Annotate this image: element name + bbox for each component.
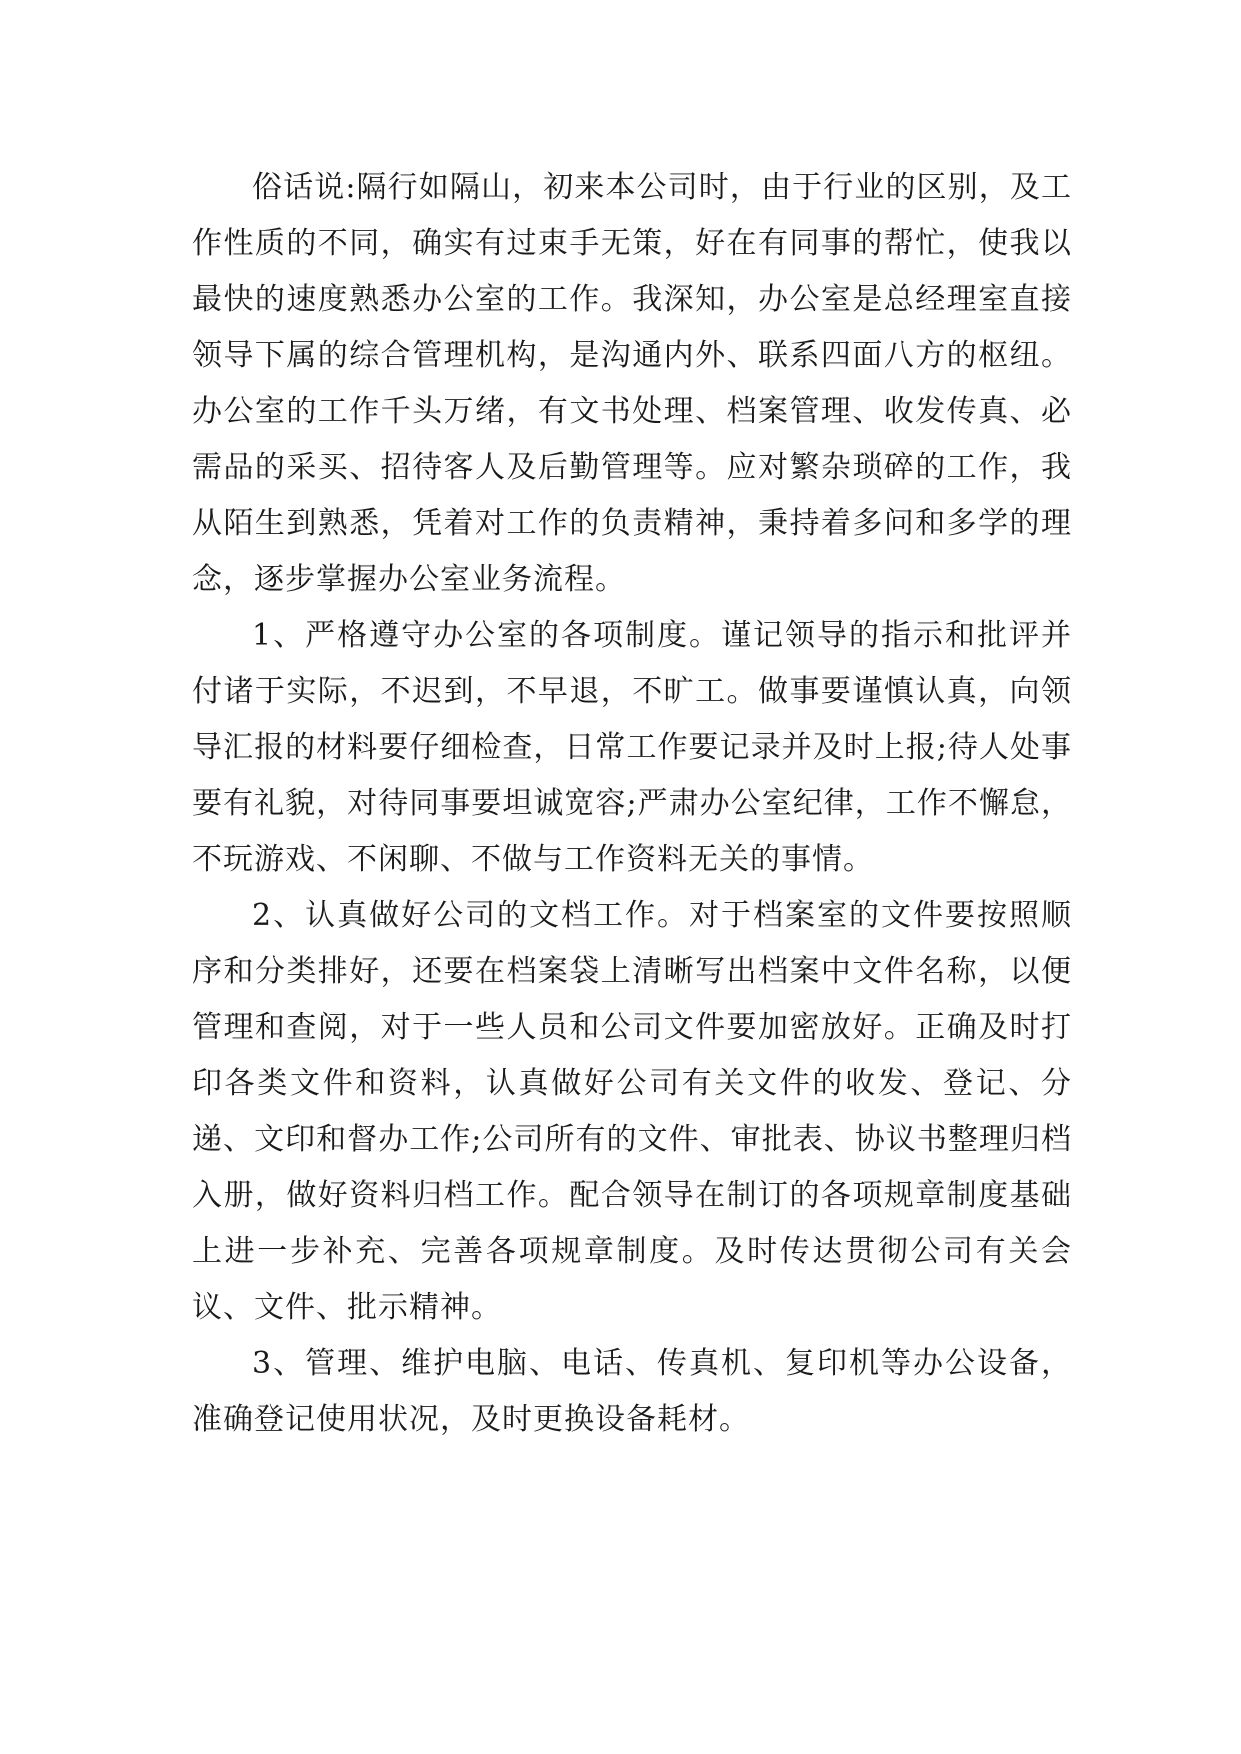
document-body [192, 160, 1072, 1448]
paragraph-item-1: 1、严格遵守办公室的各项制度。谨记领导的指示和批评并付诸于实际，不迟到，不早退，不旷工。做事要谨慎认真，向领导汇报的材料要仔细检查，日常工作要记录并及时上报;待人处事要有礼貌，对待同事要坦诚宽容;严肃办公室纪律，工作不懈怠，不玩游戏、不闲聊、不做与工作资料无关的事情。 [192, 618, 1072, 877]
paragraph-item-3: 3、管理、维护电脑、电话、传真机、复印机等办公设备，准确登记使用状况，及时更换设备耗材。 [192, 1346, 1072, 1437]
paragraph-item-2: 2、认真做好公司的文档工作。对于档案室的文件要按照顺序和分类排好，还要在档案袋上清晰写出档案中文件名称，以便管理和查阅，对于一些人员和公司文件要加密放好。正确及时打印各类文件和资料，认真做好公司有关文件的收发、登记、分递、文印和督办工作;公司所有的文件、审批表、协议书整理归档入册，做好资料归档工作。配合领导在制订的各项规章制度基础上进一步补充、完善各项规章制度。及时传达贯彻公司有关会议、文件、批示精神。 [192, 898, 1072, 1325]
paragraph-intro: 俗话说:隔行如隔山，初来本公司时，由于行业的区别，及工作性质的不同，确实有过束手无策，好在有同事的帮忙，使我以最快的速度熟悉办公室的工作。我深知，办公室是总经理室直接领导下属的综合管理机构，是沟通内外、联系四面八方的枢纽。办公室的工作千头万绪，有文书处理、档案管理、收发传真、必需品的采买、招待客人及后勤管理等。应对繁杂琐碎的工作，我从陌生到熟悉，凭着对工作的负责精神，秉持着多问和多学的理念，逐步掌握办公室业务流程。 [192, 170, 1072, 597]
